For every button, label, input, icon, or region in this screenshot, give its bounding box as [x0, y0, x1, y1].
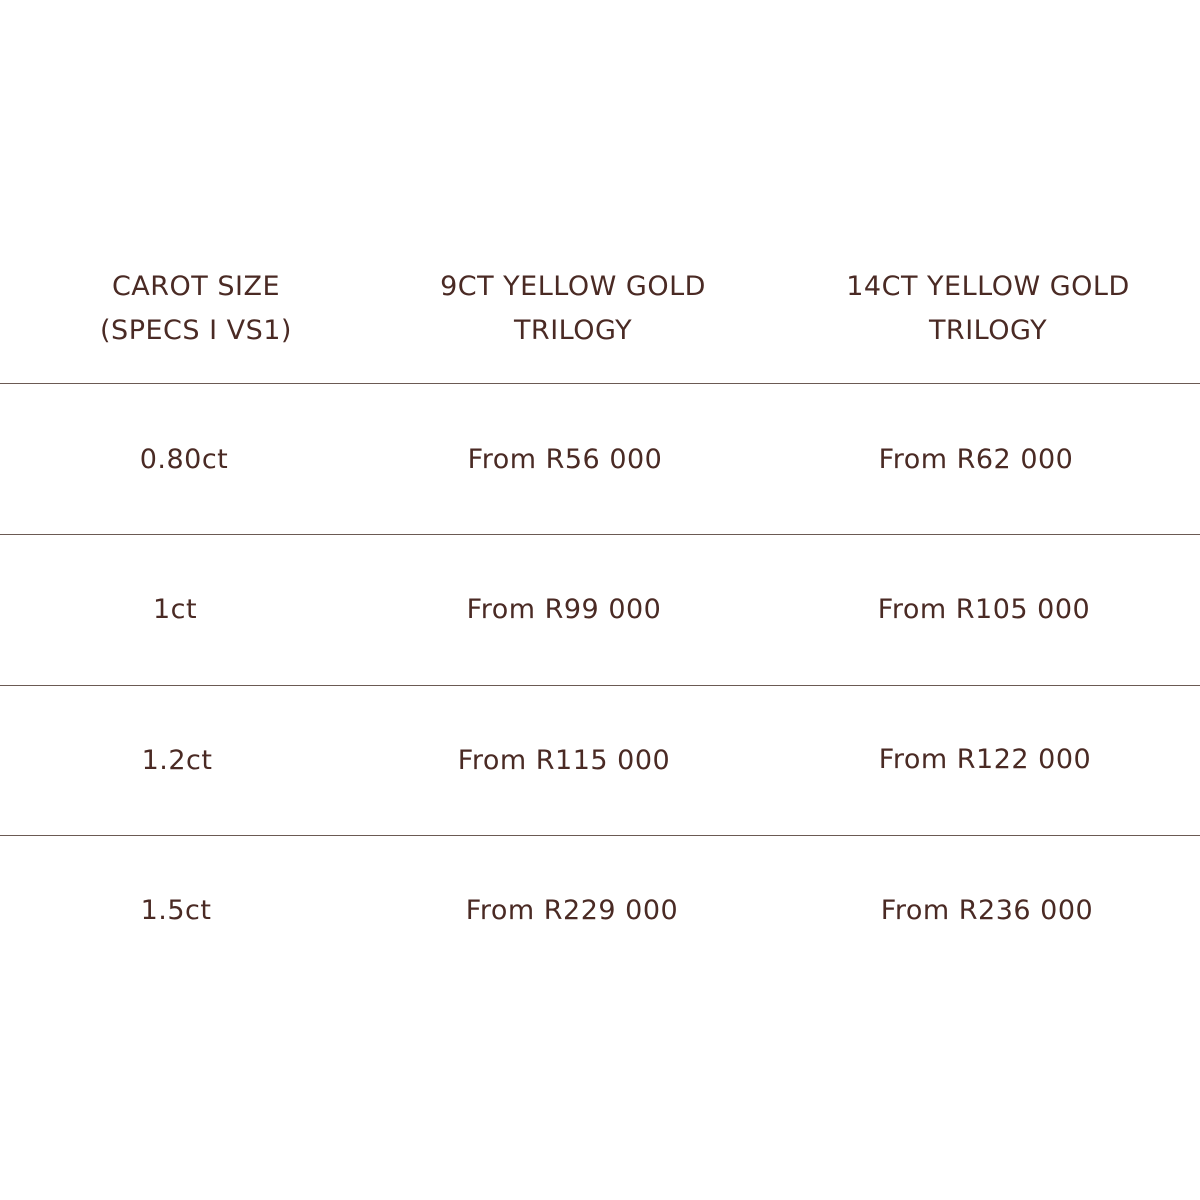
- header-9ct-yellow-gold: [413, 265, 733, 353]
- row-divider: [0, 534, 1200, 535]
- row-1-14ct-price: From R62 000: [878, 444, 1074, 475]
- header-9ct-line2: TRILOGY: [513, 315, 633, 346]
- header-carat-size-line1: CAROT SIZE: [111, 271, 281, 302]
- row-1-9ct-price: From R56 000: [467, 444, 663, 475]
- header-14ct-line2: TRILOGY: [928, 315, 1048, 346]
- row-4-14ct-price: From R236 000: [880, 895, 1094, 926]
- row-2-14ct-price: From R105 000: [877, 594, 1091, 625]
- row-3-14ct-price: From R122 000: [878, 744, 1092, 775]
- row-divider: [0, 383, 1200, 384]
- row-4-9ct-price: From R229 000: [465, 895, 679, 926]
- header-carat-size: [76, 265, 316, 353]
- row-divider: [0, 835, 1200, 836]
- header-carat-size-line2: (SPECS I VS1): [100, 315, 292, 346]
- row-2-9ct-price: From R99 000: [466, 594, 662, 625]
- row-1-carat: 0.80ct: [139, 444, 229, 475]
- row-2-carat: 1ct: [152, 594, 198, 625]
- header-14ct-yellow-gold: [828, 265, 1148, 353]
- row-4-carat: 1.5ct: [140, 895, 212, 926]
- row-3-carat: 1.2ct: [141, 745, 213, 776]
- header-9ct-line1: 9CT YELLOW GOLD: [440, 271, 706, 302]
- header-14ct-line1: 14CT YELLOW GOLD: [846, 271, 1130, 302]
- row-3-9ct-price: From R115 000: [457, 745, 671, 776]
- row-divider: [0, 685, 1200, 686]
